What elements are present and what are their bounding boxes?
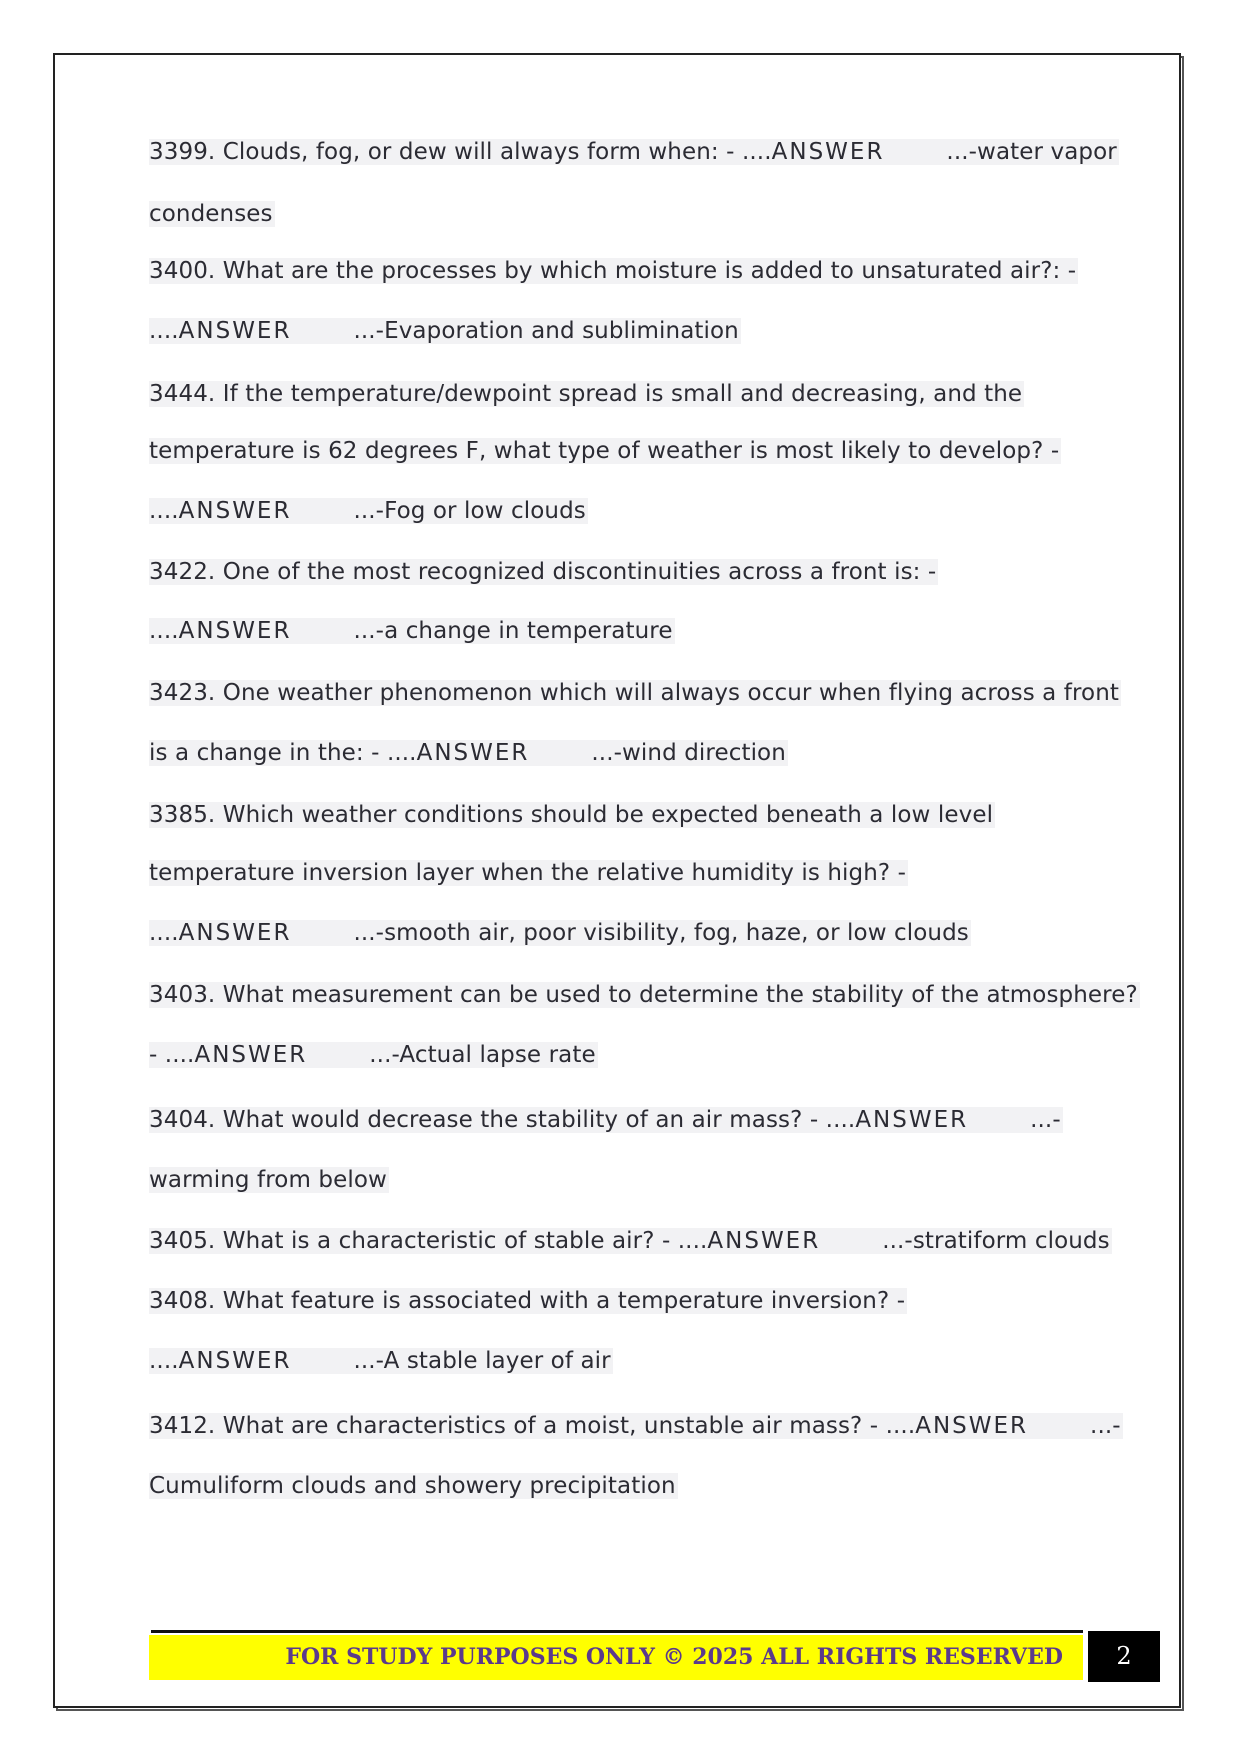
qa-line: [149, 618, 675, 644]
text-line: [149, 1038, 598, 1072]
question-text: ....: [149, 1348, 179, 1374]
answer-label: ANSWER: [178, 498, 292, 524]
text-line: [149, 1224, 1112, 1258]
question-text: 3399. Clouds, fog, or dew will always form when: - ....: [149, 139, 772, 165]
question-text: ....: [149, 318, 179, 344]
answer-text: ...-Evaporation and sublimination: [353, 318, 739, 344]
text-line: [149, 676, 1121, 710]
line-text: 3385. Which weather conditions should be expected beneath a low level: [149, 802, 994, 828]
line-text: 3444. If the temperature/dewpoint spread is small and decreasing, and the: [149, 381, 1023, 407]
text-line: [149, 856, 908, 890]
answer-text: ...-wind direction: [591, 740, 786, 766]
question-text: is a change in the: - ....: [149, 740, 417, 766]
qa-line: [149, 740, 788, 766]
line-text: 3408. What feature is associated with a temperature inversion? -: [149, 1288, 906, 1314]
qa-line: [149, 920, 971, 946]
qa-line: [149, 1228, 1112, 1254]
text-line: [149, 555, 938, 589]
answer-text: ...-Actual lapse rate: [369, 1042, 596, 1068]
line-text: temperature is 62 degrees F, what type of weather is most likely to develop? -: [149, 438, 1060, 464]
answer-text: ...-Fog or low clouds: [353, 498, 586, 524]
qa-line: [149, 139, 1119, 165]
answer-text: ...-: [1030, 1107, 1061, 1133]
question-text: 3405. What is a characteristic of stable air? - ....: [149, 1228, 708, 1254]
text-line: [149, 494, 588, 528]
text-line: [149, 1284, 907, 1318]
qa-line: [149, 1348, 613, 1374]
text-line: [149, 916, 971, 950]
answer-label: ANSWER: [416, 740, 530, 766]
line-text: temperature inversion layer when the relative humidity is high? -: [149, 860, 906, 886]
question-text: ....: [149, 498, 179, 524]
answer-text: ...-A stable layer of air: [353, 1348, 611, 1374]
question-text: 3404. What would decrease the stability of an air mass? - ....: [149, 1107, 856, 1133]
text-line: [149, 1409, 1123, 1443]
answer-label: ANSWER: [194, 1042, 308, 1068]
text-line: [149, 736, 788, 770]
text-line: [149, 614, 675, 648]
qa-line: [149, 1413, 1123, 1439]
text-line: [149, 978, 1140, 1012]
text-line: [149, 254, 1078, 288]
line-text: Cumuliform clouds and showery precipitation: [149, 1473, 676, 1499]
text-line: [149, 197, 275, 231]
answer-label: ANSWER: [707, 1228, 821, 1254]
question-text: 3412. What are characteristics of a moist, unstable air mass? - ....: [149, 1413, 916, 1439]
question-text: - ....: [149, 1042, 195, 1068]
answer-text: ...-smooth air, poor visibility, fog, haze, or low clouds: [353, 920, 969, 946]
text-line: [149, 377, 1024, 411]
answer-label: ANSWER: [178, 920, 292, 946]
answer-text: ...-water vapor: [946, 139, 1117, 165]
answer-label: ANSWER: [855, 1107, 969, 1133]
qa-line: [149, 498, 588, 524]
qa-line: [149, 1107, 1063, 1133]
answer-text: ...-stratiform clouds: [882, 1228, 1110, 1254]
answer-text: ...-a change in temperature: [353, 618, 673, 644]
text-line: [149, 135, 1119, 169]
answer-label: ANSWER: [771, 139, 885, 165]
page-number: 2: [1088, 1631, 1160, 1682]
line-text: 3403. What measurement can be used to determine the stability of the atmosphere?: [149, 982, 1138, 1008]
footer-banner: FOR STUDY PURPOSES ONLY © 2025 ALL RIGHTS RESERVED: [149, 1635, 1083, 1680]
footer-rule: [151, 1630, 1083, 1633]
line-text: 3423. One weather phenomenon which will always occur when flying across a front: [149, 680, 1120, 706]
answer-text: ...-: [1090, 1413, 1121, 1439]
text-line: [149, 1344, 613, 1378]
question-text: ....: [149, 618, 179, 644]
answer-label: ANSWER: [178, 318, 292, 344]
text-line: [149, 314, 741, 348]
question-text: ....: [149, 920, 179, 946]
qa-line: [149, 318, 741, 344]
text-line: [149, 1163, 389, 1197]
text-line: [149, 798, 995, 832]
text-line: [149, 1469, 678, 1503]
answer-label: ANSWER: [178, 618, 292, 644]
text-line: [149, 1103, 1063, 1137]
line-text: warming from below: [149, 1167, 387, 1193]
line-text: condenses: [149, 201, 273, 227]
text-line: [149, 434, 1061, 468]
line-text: 3400. What are the processes by which moisture is added to unsaturated air?: -: [149, 258, 1077, 284]
line-text: 3422. One of the most recognized discontinuities across a front is: -: [149, 559, 937, 585]
answer-label: ANSWER: [178, 1348, 292, 1374]
qa-line: [149, 1042, 598, 1068]
answer-label: ANSWER: [915, 1413, 1029, 1439]
